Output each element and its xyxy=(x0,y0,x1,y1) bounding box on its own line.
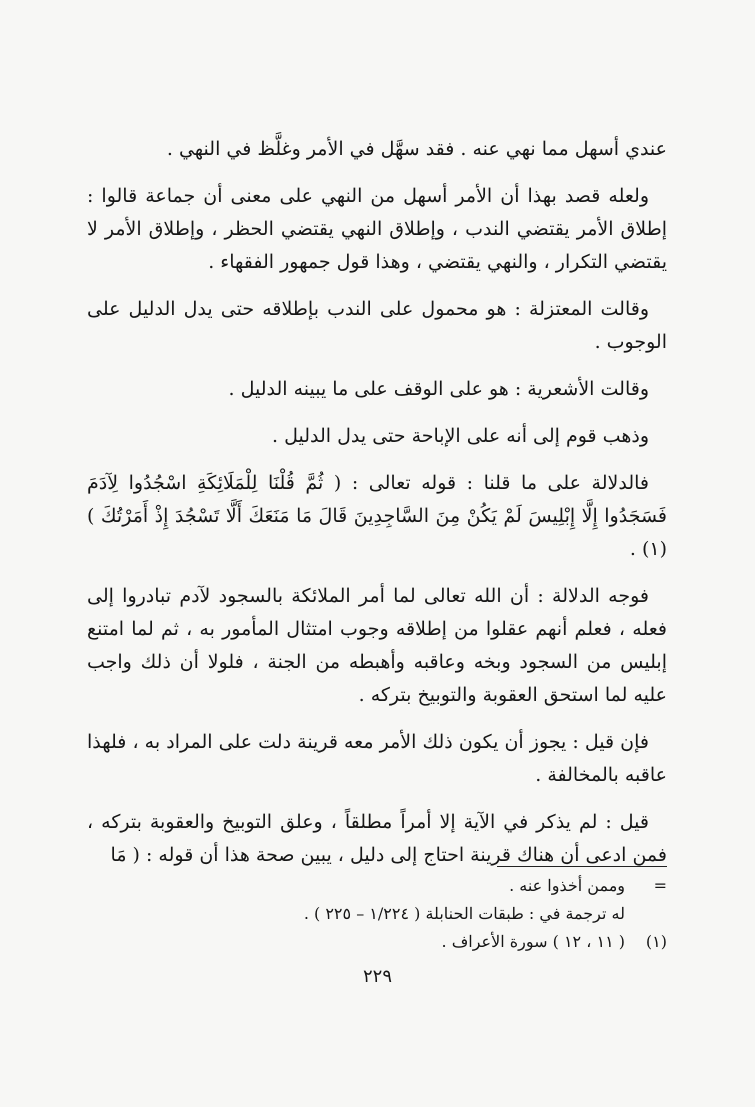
paragraph-5: وذهب قوم إلى أنه على الإباحة حتى يدل الدليل . xyxy=(272,425,649,447)
footnote-marker: = xyxy=(653,876,667,895)
page-number: ٢٢٩ xyxy=(362,966,392,987)
paragraph-6-quran-citation: فالدلالة على ما قلنا : قوله تعالى : ( ثُمَّ قُلْنَا لِلْمَلَائِكَةِ اسْجُدُوا لِآدَمَ فَسَجَدُوا إِلَّا إِبْلِيسَ لَمْ يَكُنْ مِنَ السَّاجِدِينَ قَالَ مَا مَنَعَكَ أَلَّا تَسْجُدَ إِذْ أَمَرْتُكَ ) (١) . xyxy=(87,472,667,560)
paragraph-2: ولعله قصد بهذا أن الأمر أسهل من النهي على معنى أن جماعة قالوا : إطلاق الأمر يقتضي الندب ، وإطلاق النهي يقتضي الحظر ، وإطلاق الأمر لا يقتضي التكرار ، والنهي يقتضي ، وهذا قول جمهور الفقهاء . xyxy=(87,185,667,273)
paragraph-1: عندي أسهل مما نهي عنه . فقد سهَّل في الأمر وغلَّظ في النهي . xyxy=(166,138,667,160)
footnote-line xyxy=(87,872,667,900)
paragraph-7: فوجه الدلالة : أن الله تعالى لما أمر الملائكة بالسجود لآدم تبادروا إلى فعله ، فعلم أنهم عقلوا من إطلاقه وجوب امتثال المأمور به ، ثم لما امتنع إبليس من السجود وبخه وعاقبه وأهبطه من الجنة ، فلولا أن ذلك واجب عليه لما استحق العقوبة والتوبيخ بتركه . xyxy=(87,585,667,706)
paragraph-8: فإن قيل : يجوز أن يكون ذلك الأمر معه قرينة دلت على المراد به ، فلهذا عاقبه بالمخالفة . xyxy=(87,731,667,786)
footnote-marker: (١) xyxy=(645,932,667,951)
footnote-text: وممن أخذوا عنه . xyxy=(509,876,625,895)
paragraph-3: وقالت المعتزلة : هو محمول على الندب بإطلاقه حتى يدل الدليل على الوجوب . xyxy=(87,298,667,353)
paragraph-9: قيل : لم يذكر في الآية إلا أمراً مطلقاً ، وعلق التوبيخ والعقوبة بتركه ، فمن ادعى أن هناك قرينة احتاج إلى دليل ، يبين صحة هذا أن قوله : ( مَا xyxy=(87,811,667,866)
paragraph-4: وقالت الأشعرية : هو على الوقف على ما يبينه الدليل . xyxy=(228,378,649,400)
main-text xyxy=(87,133,667,886)
footnote-text: ( ١١ ، ١٢ ) سورة الأعراف . xyxy=(441,932,625,951)
footnotes xyxy=(87,872,667,956)
footnote-line xyxy=(87,900,667,928)
footnote-text: له ترجمة في : طبقات الحنابلة ( ١/٢٢٤ – ٢٢٥ ) . xyxy=(303,904,625,923)
footnote-line xyxy=(87,928,667,956)
footnote-divider xyxy=(497,866,667,867)
